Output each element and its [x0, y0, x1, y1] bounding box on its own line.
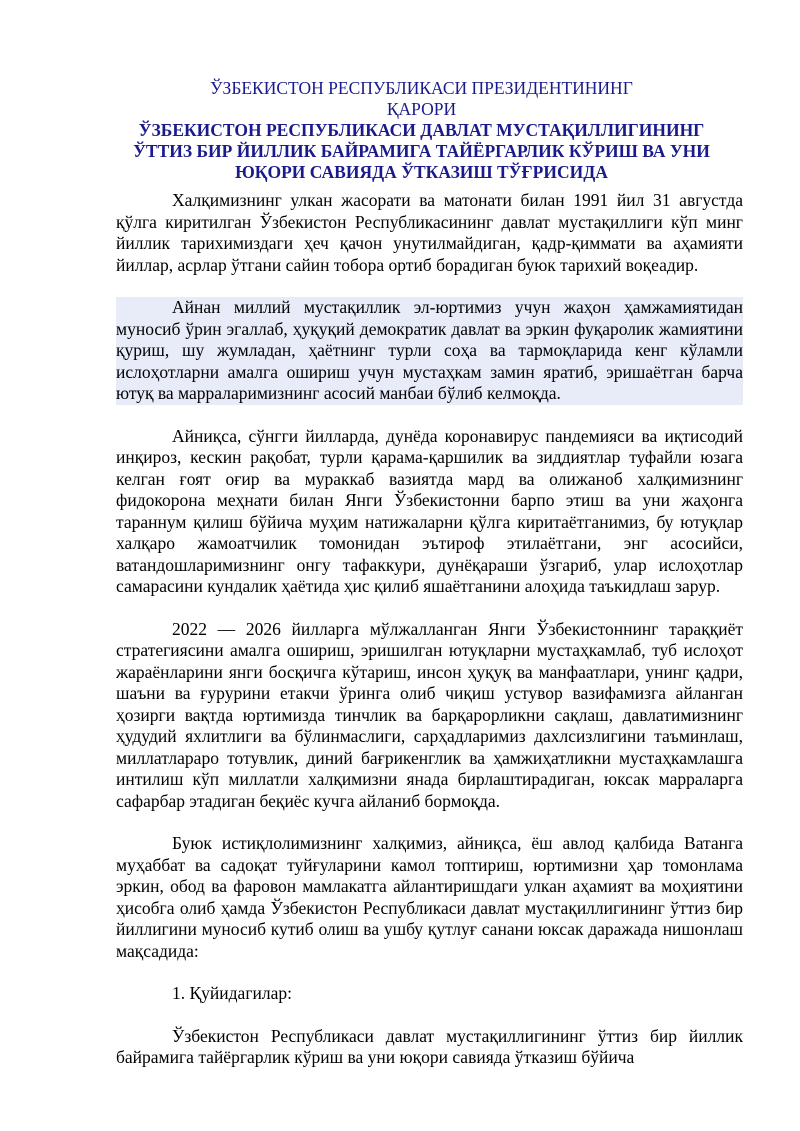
paragraph-4: 2022 — 2026 йилларга мўлжалланган Янги Ўзбекистоннинг тараққиёт стратегиясини амалга ошириш, эришилган ютуқларни мустаҳкамлаб, туб ислоҳот жараёнларини янги босқичга кўтариш, инсон ҳуқуқ ва манфаатлари, унинг қадри, шаъни ва ғурурини етакчи ўринга олиб чиқиш устувор вазифамизга айланган ҳозирги вақтда юртимизда тинчлик ва барқарорликни сақлаш, давлатимизнинг ҳудудий яхлитлиги ва бўлинмаслиги, сарҳадларимиз дахлсизлигини таъминлаш, миллатлараро тотувлик, диний бағрикенглик ва ҳамжиҳатликни мустаҳкамлашга интилиш кўп миллатли халқимизни янада бирлаштирадиган, юксак марраларга сафарбар этадиган беқиёс кучга айланиб бормоқда. — [116, 618, 743, 811]
title-line-1: ЎЗБЕКИСТОН РЕСПУБЛИКАСИ ДАВЛАТ МУСТАҚИЛЛИГИНИНГ — [138, 120, 705, 140]
header-line-decree: ҚАРОРИ — [386, 99, 457, 119]
paragraph-3: Айниқса, сўнгги йилларда, дунёда коронавирус пандемияси ва иқтисодий инқироз, кескин рақобат, турли қарама-қаршилик ва зиддиятлар туфайли юзага келган ғоят оғир ва мураккаб вазиятда мард ва олижаноб халқимизнинг фидокорона меҳнати билан Янги Ўзбекистонни барпо этиш ва уни жаҳонга тараннум қилиш бўйича муҳим натижаларни қўлга киритаётганимиз, бу ютуқлар халқаро жамоатчилик томонидан эътироф этилаётгани, энг асосийси, ватандошларимизнинг онгу тафаккури, дунёқараши ўзгариб, улар ислоҳотлар самарасини кундалик ҳаётида ҳис қилиб яшаётганини алоҳида таъкидлаш зарур. — [116, 425, 743, 596]
paragraph-2-highlighted[interactable]: Айнан миллий мустақиллик эл-юртимиз учун жаҳон ҳамжамиятидан муносиб ўрин эгаллаб, ҳуқуқий демократик давлат ва эркин фуқаролик жамиятини қуриш, шу жумладан, ҳаётнинг турли соҳа ва тармоқларида кенг кўламли ислоҳотларни амалга ошириш учун мустаҳкам замин яратиб, эришаётган барча ютуқ ва марраларимизнинг асосий манбаи бўлиб келмоқда. — [116, 297, 743, 403]
document-header — [100, 78, 743, 183]
paragraph-1: Халқимизнинг улкан жасорати ва матонати билан 1991 йил 31 августда қўлга киритилган Ўзбекистон Республикасининг давлат мустақиллиги кўп минг йиллик тарихимиздаги ҳеч қачон унутилмайдиган, қадр-қиммати ва аҳамияти йиллар, асрлар ўтгани сайин тобора ортиб борадиган буюк тарихий воқеадир. — [116, 190, 743, 275]
header-line-president: ЎЗБЕКИСТОН РЕСПУБЛИКАСИ ПРЕЗИДЕНТИНИНГ — [210, 78, 633, 98]
document-body — [116, 190, 743, 1069]
paragraph-7: Ўзбекистон Республикаси давлат мустақиллигининг ўттиз бир йиллик байрамига тайёргарлик кўриш ва уни юқори савияда ўтказиш бўйича — [116, 1025, 743, 1067]
paragraph-5: Буюк истиқлолимизнинг халқимиз, айниқса, ёш авлод қалбида Ватанга муҳаббат ва садоқат туйғуларини камол топтириш, юртимизни ҳар томонлама эркин, обод ва фаровон мамлакатга айлантиришдаги улкан аҳамият ва моҳиятини ҳисобга олиб ҳамда Ўзбекистон Республикаси давлат мустақиллигининг ўттиз бир йиллигини муносиб кутиб олиш ва ушбу қутлуғ санани юксак даражада нишонлаш мақсадида: — [116, 833, 743, 961]
paragraph-6: 1. Қуйидагилар: — [172, 983, 292, 1003]
title-line-2: ЎТТИЗ БИР ЙИЛЛИК БАЙРАМИГА ТАЙЁРГАРЛИК КЎРИШ ВА УНИ — [133, 141, 710, 161]
title-line-3: ЮҚОРИ САВИЯДА ЎТКАЗИШ ТЎҒРИСИДА — [235, 162, 608, 182]
